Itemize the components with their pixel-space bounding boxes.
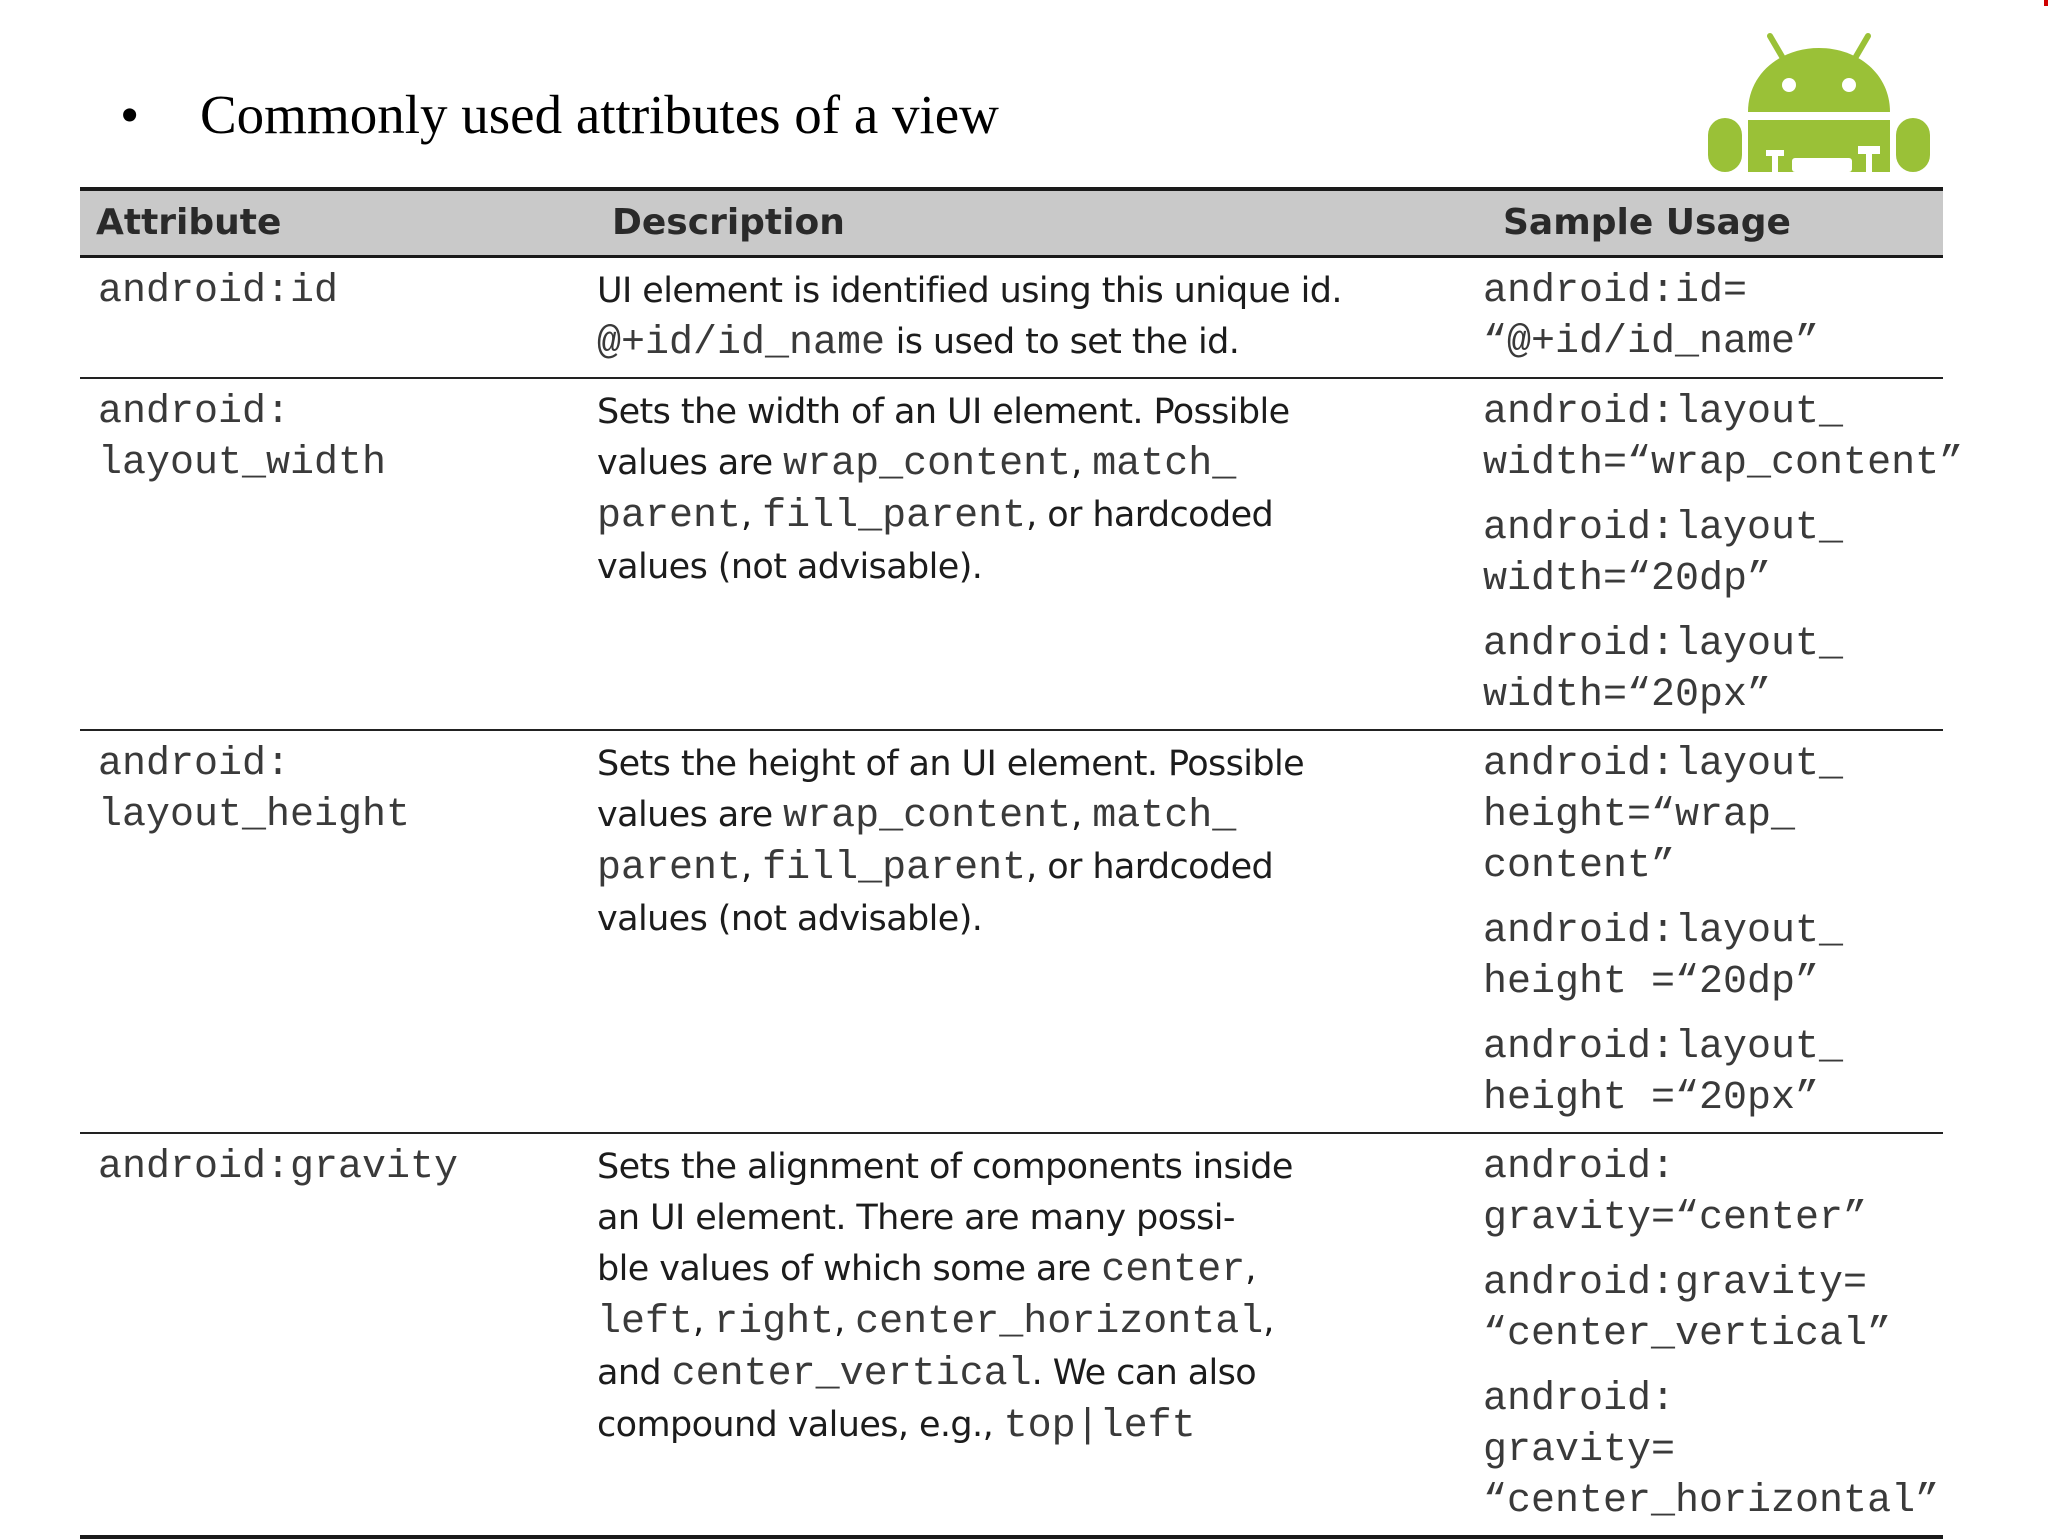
attribute-name: android: (98, 389, 291, 435)
sample-line: android:layout_ (1483, 505, 1844, 551)
description-text: , (1071, 794, 1093, 835)
sample-usage (1483, 619, 1943, 721)
sample-line: android: (1483, 1144, 1676, 1190)
code-text: right (714, 1299, 835, 1345)
description-line (597, 894, 1460, 945)
sample-line: android:gravity= (1483, 1260, 1868, 1306)
attributes-table (80, 187, 1964, 1539)
attribute-name: layout_height (98, 792, 411, 838)
description-text: . We can also (1031, 1352, 1257, 1393)
table-row (80, 730, 1943, 1133)
description-text: Sets the alignment of components inside (597, 1146, 1293, 1187)
description-line (597, 739, 1460, 790)
sample-line: “center_vertical” (1483, 1311, 1892, 1357)
description-line (597, 842, 1460, 894)
description-text: values are (597, 794, 784, 835)
description-line (597, 266, 1460, 317)
sample-usage-cell (1470, 730, 1943, 1133)
description-text: , (741, 846, 763, 887)
description-line (597, 1142, 1460, 1193)
attribute-cell (80, 1133, 535, 1537)
description-text: , or hardcoded (1026, 846, 1274, 887)
description-text: Sets the width of an UI element. Possible (597, 391, 1290, 432)
description-text: , (1245, 1248, 1256, 1289)
description-text: compound values, e.g., (597, 1404, 1004, 1445)
sample-line: height =“20px” (1483, 1075, 1820, 1121)
heading-text: Commonly used attributes of a view (200, 84, 999, 145)
header-attribute: Attribute (96, 202, 282, 244)
table-row (80, 1133, 1943, 1537)
description-text: values are (597, 442, 784, 483)
sample-line: gravity=“center” (1483, 1195, 1868, 1241)
sample-line: android: (1483, 1376, 1676, 1422)
sample-usage (1483, 1374, 1943, 1527)
corner-mark (2044, 0, 2048, 6)
description-cell (535, 1133, 1470, 1537)
sample-usage (1483, 1022, 1943, 1124)
description-line (597, 790, 1460, 842)
attribute-cell (80, 730, 535, 1133)
code-text: parent (597, 493, 742, 539)
sample-line: gravity= (1483, 1427, 1676, 1473)
code-text: match_ (1092, 441, 1237, 487)
code-text: left (597, 1299, 694, 1345)
sample-line: width=“20dp” (1483, 556, 1772, 602)
description-cell (535, 256, 1470, 378)
description-line (597, 1296, 1460, 1348)
slide-heading (120, 78, 999, 152)
sample-line: height =“20dp” (1483, 959, 1820, 1005)
header-description: Description (612, 202, 845, 244)
code-text: top|left (1003, 1403, 1196, 1449)
description-line (597, 1193, 1460, 1244)
sample-line: android:layout_ (1483, 741, 1844, 787)
description-line (597, 1348, 1460, 1400)
code-text: center_horizontal (855, 1299, 1264, 1345)
sample-line: android:layout_ (1483, 1024, 1844, 1070)
code-text: center (1101, 1247, 1246, 1293)
sample-usage (1483, 1142, 1943, 1244)
attribute-name: layout_width (98, 440, 387, 486)
sample-line: width=“20px” (1483, 672, 1772, 718)
header-sample-usage: Sample Usage (1503, 202, 1791, 244)
table-row (80, 378, 1943, 730)
sample-line: height=“wrap_ (1483, 792, 1796, 838)
sample-line: “@+id/id_name” (1483, 319, 1820, 365)
description-line (597, 438, 1460, 490)
description-text: is used to set the id. (885, 321, 1240, 362)
sample-usage (1483, 503, 1943, 605)
description-text: an UI element. There are many possi- (597, 1197, 1235, 1238)
description-text: , (693, 1300, 715, 1341)
description-text: , (741, 494, 763, 535)
sample-usage (1483, 906, 1943, 1008)
code-text: wrap_content (783, 441, 1072, 487)
sample-line: android:id= (1483, 268, 1748, 314)
android-robot-logo-icon (1708, 30, 1930, 172)
sample-line: width=“wrap_content” (1483, 440, 1964, 486)
description-line (597, 542, 1460, 593)
sample-line: “center_horizontal” (1483, 1478, 1940, 1524)
table-row (80, 256, 1943, 378)
description-text: , or hardcoded (1026, 494, 1274, 535)
code-text: @+id/id_name (597, 320, 886, 366)
attribute-cell (80, 256, 535, 378)
code-text: wrap_content (783, 793, 1072, 839)
sample-usage (1483, 266, 1943, 368)
description-text: values (not advisable). (597, 898, 983, 939)
description-line (597, 1244, 1460, 1296)
sample-line: android:layout_ (1483, 908, 1844, 954)
description-text: and (597, 1352, 672, 1393)
attribute-name: android:id (98, 268, 339, 314)
attribute-name: android:gravity (98, 1144, 459, 1190)
sample-usage-cell (1470, 256, 1943, 378)
description-text: ble values of which some are (597, 1248, 1102, 1289)
sample-usage (1483, 387, 1964, 489)
description-cell (535, 378, 1470, 730)
description-text: Sets the height of an UI element. Possible (597, 743, 1305, 784)
sample-usage (1483, 739, 1943, 892)
sample-line: android:layout_ (1483, 389, 1844, 435)
sample-usage (1483, 1258, 1943, 1360)
attribute-cell (80, 378, 535, 730)
description-line (597, 387, 1460, 438)
bullet-icon: • (120, 84, 140, 145)
sample-line: android:layout_ (1483, 621, 1844, 667)
description-text: UI element is identified using this unique id. (597, 270, 1342, 311)
sample-usage-cell (1470, 378, 1964, 730)
description-text: , (834, 1300, 856, 1341)
code-text: center_vertical (671, 1351, 1032, 1397)
code-text: parent (597, 845, 742, 891)
code-text: match_ (1092, 793, 1237, 839)
description-line (597, 490, 1460, 542)
description-line (597, 317, 1460, 369)
code-text: fill_parent (762, 845, 1027, 891)
description-line (597, 1400, 1460, 1452)
description-text: , (1071, 442, 1093, 483)
sample-usage-cell (1470, 1133, 1943, 1537)
code-text: fill_parent (762, 493, 1027, 539)
table-header-row (80, 189, 1943, 256)
attribute-name: android: (98, 741, 291, 787)
description-text: values (not advisable). (597, 546, 983, 587)
description-cell (535, 730, 1470, 1133)
description-text: , (1263, 1300, 1274, 1341)
sample-line: content” (1483, 843, 1676, 889)
